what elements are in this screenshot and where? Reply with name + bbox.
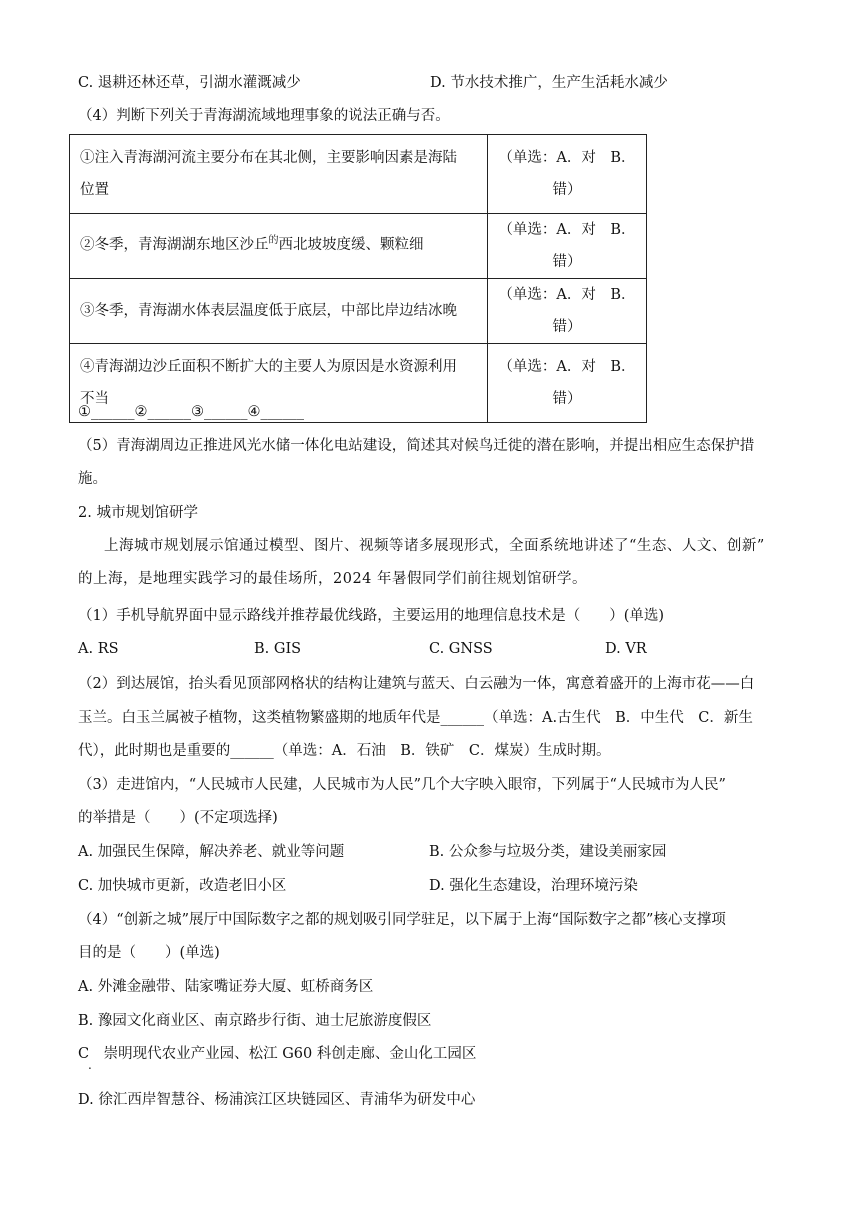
statement-text: 不当 [80, 391, 109, 407]
statement-cell [70, 135, 488, 214]
s2-question-4-line1: （4）“创新之城”展厅中国际数字之都的规划吸引同学驻足，以下属于上海“国际数字之都”核心支撑项 [78, 912, 726, 928]
statement-cell: ③冬季，青海湖水体表层温度低于底层，中部比岸边结冰晚 [70, 279, 488, 344]
question-4-stem: （4）判断下列关于青海湖流域地理事象的说法正确与否。 [78, 108, 450, 124]
option-cell: （单选：A．对 B．错） [488, 344, 647, 423]
answer-blanks: ①______②______③______④______ [78, 404, 304, 420]
s2-question-2-line3: 代），此时期也是重要的______（单选：A．石油 B．铁矿 C．煤炭）生成时期。 [78, 743, 611, 759]
s2-question-3-line1: （3）走进馆内，“人民城市人民建，人民城市为人民”几个大字映入眼帘，下列属于“人民城市为人民” [78, 777, 726, 793]
s2-q4-option-c-dot: . [88, 1058, 92, 1072]
table-row [70, 279, 647, 344]
option-cell: （单选：A．对 B．错） [488, 214, 647, 279]
s2-q3-option-b: B. 公众参与垃圾分类，建设美丽家园 [429, 844, 667, 860]
s2-q4-option-d: D. 徐汇西岸智慧谷、杨浦滨江区块链园区、青浦华为研发中心 [78, 1092, 476, 1108]
intro-paragraph-line1: 上海城市规划展示馆通过模型、图片、视频等诸多展现形式，全面系统地讲述了“生态、人文、创新” [104, 538, 765, 554]
statement-text: ②冬季，青海湖湖东地区沙丘 [80, 237, 269, 253]
table-row [70, 214, 647, 279]
s2-q1-option-d: D. VR [605, 641, 647, 657]
option-cell: （单选：A．对 B．错） [488, 279, 647, 344]
s2-q3-option-a: A. 加强民生保障，解决养老、就业等问题 [78, 844, 345, 860]
statement-cell [70, 214, 488, 279]
statement-superscript: 的 [268, 235, 279, 246]
statement-text: ④青海湖边沙丘面积不断扩大的主要人为原因是水资源利用 [80, 359, 457, 375]
statement-text: 位置 [80, 182, 109, 198]
s2-q4-option-b: B. 豫园文化商业区、南京路步行街、迪士尼旅游度假区 [78, 1013, 432, 1029]
s2-q3-option-c: C. 加快城市更新，改造老旧小区 [78, 878, 287, 894]
s2-question-2-line1: （2）到达展馆，抬头看见顶部网格状的结构让建筑与蓝天、白云融为一体，寓意着盛开的上海市花——白 [78, 676, 755, 692]
s2-q4-option-a: A. 外滩金融带、陆家嘴证券大厦、虹桥商务区 [78, 979, 374, 995]
option-cell: （单选：A．对 B．错） [488, 135, 647, 214]
s2-q3-option-d: D. 强化生态建设，治理环境污染 [429, 878, 638, 894]
section-2-title: 2. 城市规划馆研学 [78, 505, 198, 521]
s2-question-2-line2: 玉兰。白玉兰属被子植物，这类植物繁盛期的地质年代是______（单选：A.古生代 B．中生代 C．新生 [78, 710, 753, 726]
table-row [70, 135, 647, 214]
question-5-line1: （5）青海湖周边正推进风光水储一体化电站建设，简述其对候鸟迁徙的潜在影响，并提出相应生态保护措 [78, 438, 755, 454]
intro-paragraph-line2: 的上海，是地理实践学习的最佳场所，2024 年暑假同学们前往规划馆研学。 [78, 571, 588, 587]
s2-q4-option-c: C 崇明现代农业产业园、松江 G60 科创走廊、金山化工园区 [78, 1046, 477, 1062]
s2-question-1-stem: （1）手机导航界面中显示路线并推荐最优线路，主要运用的地理信息技术是（ ）(单选) [78, 608, 665, 624]
option-d: D. 节水技术推广，生产生活耗水减少 [430, 75, 668, 91]
s2-question-4-line2: 目的是（ ）(单选) [78, 945, 220, 961]
s2-q1-option-b: B. GIS [254, 641, 302, 657]
statement-text: 西北坡坡度缓、颗粒细 [278, 237, 424, 253]
judgement-table [69, 134, 647, 423]
question-5-line2: 施。 [78, 471, 107, 487]
option-c: C. 退耕还林还草，引湖水灌溉减少 [78, 75, 301, 91]
s2-q1-option-a: A. RS [78, 641, 119, 657]
statement-text: ①注入青海湖河流主要分布在其北侧，主要影响因素是海陆 [80, 150, 457, 166]
s2-question-3-line2: 的举措是（ ）(不定项选择) [78, 810, 278, 826]
s2-q1-option-c: C. GNSS [429, 641, 493, 657]
